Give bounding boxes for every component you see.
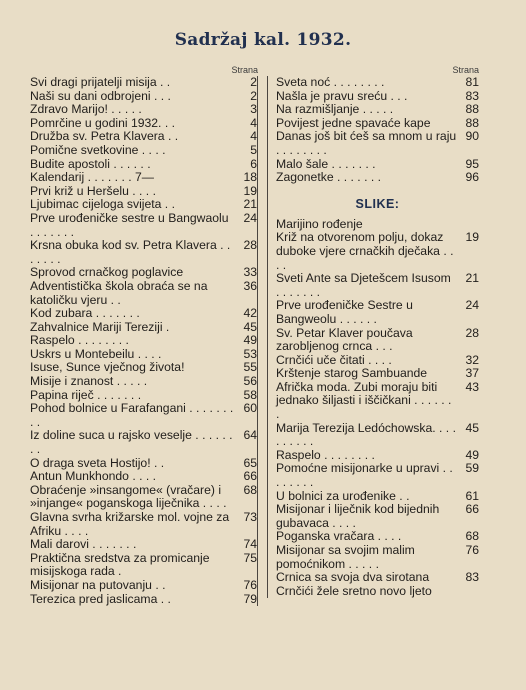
toc-entry-page: 68	[243, 482, 257, 497]
toc-entry	[30, 538, 257, 552]
toc-entry	[30, 511, 257, 538]
slike-entry-title: Pomoćne misijonarke u upravi . . . . . . . .	[276, 461, 453, 490]
toc-entry	[276, 171, 479, 185]
toc-entry-page: 56	[243, 374, 257, 389]
toc-entry-title: Prvi križ u Heršelu . . . .	[30, 183, 156, 198]
toc-entry-title: Sveta noć . . . . . . . .	[276, 75, 385, 89]
toc-entry-page: 60	[243, 401, 257, 416]
toc-entry-title: Kod zubara . . . . . . .	[30, 306, 140, 321]
toc-entry	[276, 103, 479, 117]
toc-entry-title: Kalendarij . . . . . . . 7—	[30, 170, 154, 185]
toc-entry	[30, 321, 257, 335]
toc-entry	[30, 389, 257, 403]
toc-entry	[30, 144, 257, 158]
toc-entry	[30, 375, 257, 389]
toc-entry	[30, 239, 257, 266]
toc-entry-page: 55	[243, 360, 257, 375]
toc-entry-page: 2	[250, 75, 257, 89]
left-entry-list	[30, 76, 258, 606]
toc-entry-title: Malo šale . . . . . . .	[276, 156, 376, 171]
toc-entry	[30, 117, 257, 131]
toc-entry	[30, 198, 257, 212]
toc-entry-title: Povijest jedne spavaće kape	[276, 115, 431, 130]
slike-entry	[276, 490, 479, 504]
toc-entry-page: 6	[250, 156, 257, 171]
right-column	[275, 64, 479, 598]
slike-entry-page: 68	[465, 529, 479, 544]
toc-entry-title: Družba sv. Petra Klavera . .	[30, 129, 179, 144]
slike-entry-title: Crnčići žele sretno novo ljeto	[276, 583, 432, 598]
toc-entry-title: Budite apostoli . . . . . .	[30, 156, 151, 171]
slike-entry	[276, 354, 479, 368]
slike-entry-page: 21	[465, 271, 479, 286]
slike-entry-title: Križ na otvorenom polju, dokaz duboke vjere crnačkih dječaka . . . .	[276, 230, 454, 272]
toc-entry	[30, 171, 257, 185]
slike-entry-title: U bolnici za urođenike . .	[276, 488, 410, 503]
toc-entry	[30, 579, 257, 593]
left-page-header: Strana	[231, 65, 258, 75]
toc-entry-page: 33	[243, 265, 257, 280]
slike-header: SLIKE:	[355, 196, 400, 211]
slike-entry-page	[457, 585, 479, 599]
toc-entry-title: Iz doline suca u rajsko veselje . . . . . . . .	[30, 428, 233, 457]
slike-entry-title: Afrička moda. Zubi moraju biti jednako šiljasti i iščičkani . . . . . . .	[276, 379, 452, 422]
toc-entry-page: 75	[243, 550, 257, 565]
slike-entry-list	[276, 218, 479, 599]
toc-entry-page: 79	[243, 591, 257, 606]
toc-entry-page: 83	[465, 88, 479, 103]
toc-entry-title: Pohod bolnice u Farafangani . . . . . . . . .	[30, 401, 234, 429]
slike-entry	[276, 367, 479, 381]
toc-entry-page: 74	[243, 537, 257, 552]
toc-entry-page: 88	[465, 115, 479, 130]
toc-entry-title: Pomrčine u godini 1932. . .	[30, 115, 175, 130]
toc-entry-page: 95	[465, 156, 479, 171]
toc-entry	[30, 130, 257, 144]
toc-entry-title: Danas još bit ćeš sa mnom u raju . . . . . . . .	[276, 129, 457, 157]
toc-entry	[30, 457, 257, 471]
slike-entry	[276, 449, 479, 463]
toc-entry-title: Zagonetke . . . . . . .	[276, 170, 381, 185]
toc-entry	[276, 158, 479, 172]
slike-entry-page: 61	[465, 488, 479, 503]
toc-entry	[30, 348, 257, 362]
toc-entry-title: Misijonar na putovanju . .	[30, 577, 166, 592]
slike-entry-title: Misijonar i liječnik kod bijednih gubavaca . . . .	[276, 502, 440, 530]
toc-entry	[30, 266, 257, 280]
toc-entry-page: 19	[243, 183, 257, 198]
toc-entry	[30, 361, 257, 375]
slike-entry-page: 76	[465, 543, 479, 557]
slike-entry-title: Prve urođeničke Sestre u Bangweolu . . . . . .	[276, 298, 413, 326]
slike-entry	[276, 462, 479, 489]
toc-entry-title: Pomične svetkovine . . . .	[30, 142, 166, 157]
slike-entry-title: Sveti Ante sa Djetešcem Isusom . . . . . . .	[276, 271, 451, 299]
left-column	[30, 64, 258, 606]
toc-entry-page: 76	[243, 577, 257, 592]
toc-entry-page: 90	[465, 129, 479, 144]
toc-entry	[30, 280, 257, 307]
slike-entry-page: 24	[465, 298, 479, 313]
slike-entry-title: Marija Terezija Ledóchowska. . . . . . . . . .	[276, 420, 456, 449]
toc-entry-title: Ljubimac cijeloga svijeta . .	[30, 197, 175, 212]
toc-entry	[276, 117, 479, 131]
slike-entry	[276, 231, 479, 272]
toc-entry	[30, 552, 257, 579]
toc-entry-page: 58	[243, 387, 257, 402]
slike-entry-title: Misijonar sa svojim malim pomoćnikom . . . . .	[276, 543, 415, 571]
slike-entry-page: 66	[465, 502, 479, 517]
toc-entry	[276, 76, 479, 90]
toc-entry-title: Terezica pred jaslicama . .	[30, 591, 171, 606]
toc-entry-title: Raspelo . . . . . . . .	[30, 333, 129, 348]
toc-entry-page: 81	[465, 75, 479, 89]
slike-entry	[276, 218, 479, 232]
toc-entry	[276, 130, 479, 157]
slike-entry-title: Marijino rođenje	[276, 216, 363, 231]
slike-entry	[276, 327, 479, 354]
slike-entry	[276, 272, 479, 299]
slike-entry-page	[457, 218, 479, 232]
toc-entry-page: 73	[243, 510, 257, 524]
toc-entry-title: Uskrs u Montebeilu . . . .	[30, 346, 162, 361]
right-entry-list	[276, 76, 479, 185]
toc-entry-page: 2	[250, 88, 257, 103]
slike-entry	[276, 299, 479, 326]
toc-entry-title: Krsna obuka kod sv. Petra Klavera . . . . . . .	[30, 238, 231, 266]
toc-entry-page: 66	[243, 469, 257, 484]
toc-entry-page: 49	[243, 333, 257, 348]
slike-entry	[276, 503, 479, 530]
toc-entry-title: Praktična sredstva za promicanje misijskoga rada .	[30, 550, 210, 579]
toc-entry	[30, 103, 257, 117]
toc-entry-page: 64	[243, 428, 257, 443]
slike-entry	[276, 585, 479, 599]
toc-entry-title: Zahvalnice Mariji Tereziji .	[30, 319, 170, 334]
toc-entry-title: Isuse, Sunce vječnog života!	[30, 360, 185, 375]
toc-entry-title: Antun Munkhondo . . . .	[30, 469, 157, 484]
toc-entry-title: Na razmišljanje . . . . .	[276, 102, 394, 117]
toc-entry	[30, 593, 257, 607]
slike-entry	[276, 381, 479, 422]
slike-entry-page: 28	[465, 325, 479, 340]
slike-entry	[276, 571, 479, 585]
toc-entry-title: Prve urođeničke sestre u Bangwaolu . . . . . . .	[30, 210, 229, 239]
toc-entry	[30, 402, 257, 429]
toc-entry-title: Našla je pravu sreću . . .	[276, 88, 408, 103]
slike-entry-page: 43	[465, 379, 479, 394]
toc-entry	[30, 484, 257, 511]
slike-entry-title: Sv. Petar Klaver poučava zarobljenog crnca . . .	[276, 325, 413, 354]
toc-entry-title: Obraćenje »insangome« (vračare) i »injange« poganskoga liječnika . . . .	[30, 482, 227, 511]
toc-entry	[30, 334, 257, 348]
toc-entry	[30, 158, 257, 172]
toc-entry-title: Sprovod crnačkog poglavice	[30, 265, 184, 280]
toc-entry	[30, 76, 257, 90]
slike-entry	[276, 530, 479, 544]
toc-entry-page: 96	[465, 170, 479, 185]
toc-entry-title: Misije i znanost . . . . .	[30, 374, 148, 389]
slike-entry-page: 32	[465, 352, 479, 367]
slike-entry-title: Crnčići uče čitati . . . .	[276, 352, 392, 367]
slike-entry-title: Poganska vračara . . . .	[276, 529, 402, 544]
toc-entry-page: 28	[243, 238, 257, 253]
slike-entry-page: 83	[465, 570, 479, 585]
toc-entry-page: 3	[250, 102, 257, 117]
slike-entry-page: 19	[465, 230, 479, 245]
page-title: Sadržaj kal. 1932.	[174, 30, 352, 50]
toc-entry-title: Svi dragi prijatelji misija . .	[30, 75, 171, 89]
toc-entry-page: 42	[243, 306, 257, 321]
toc-entry-page: 5	[250, 142, 257, 157]
toc-entry-page: 88	[465, 102, 479, 117]
toc-entry-title: Zdravo Marijo! . . . . .	[30, 102, 142, 117]
toc-entry	[30, 429, 257, 456]
toc-entry	[30, 90, 257, 104]
toc-entry-title: Adventistička škola obraća se na katoličku vjeru . .	[30, 278, 208, 307]
toc-entry-page: 18	[243, 170, 257, 185]
slike-entry	[276, 544, 479, 571]
toc-entry	[30, 470, 257, 484]
slike-entry-page: 37	[465, 366, 479, 381]
toc-entry-page: 45	[243, 319, 257, 334]
slike-entry-page: 49	[465, 447, 479, 462]
toc-entry-page: 65	[243, 455, 257, 470]
toc-entry	[30, 307, 257, 321]
toc-entry-page: 36	[243, 278, 257, 293]
toc-entry-page: 4	[250, 129, 257, 144]
toc-entry-title: Papina riječ . . . . . . .	[30, 387, 142, 402]
toc-entry-page: 53	[243, 346, 257, 361]
slike-entry-title: Raspelo . . . . . . . .	[276, 447, 375, 462]
toc-entry-page: 4	[250, 115, 257, 130]
toc-entry	[276, 90, 479, 104]
toc-entry-title: Mali darovi . . . . . . .	[30, 537, 137, 552]
toc-entry-title: O draga sveta Hostijo! . .	[30, 455, 165, 470]
toc-entry	[30, 212, 257, 239]
slike-entry-page: 45	[465, 420, 479, 435]
toc-entry-title: Glavna svrha križarske mol. vojne za Afriku . . . .	[30, 510, 230, 538]
slike-entry-page: 59	[465, 461, 479, 476]
toc-entry-page: 24	[243, 210, 257, 225]
toc-entry-page: 21	[243, 197, 257, 212]
slike-entry-title: Crnica sa svoja dva sirotana	[276, 570, 430, 585]
toc-entry	[30, 185, 257, 199]
slike-entry-title: Krštenje starog Sambuande	[276, 366, 428, 381]
right-page-header: Strana	[452, 65, 479, 75]
toc-entry-title: Naši su dani odbrojeni . . .	[30, 88, 171, 103]
slike-entry	[276, 422, 479, 449]
